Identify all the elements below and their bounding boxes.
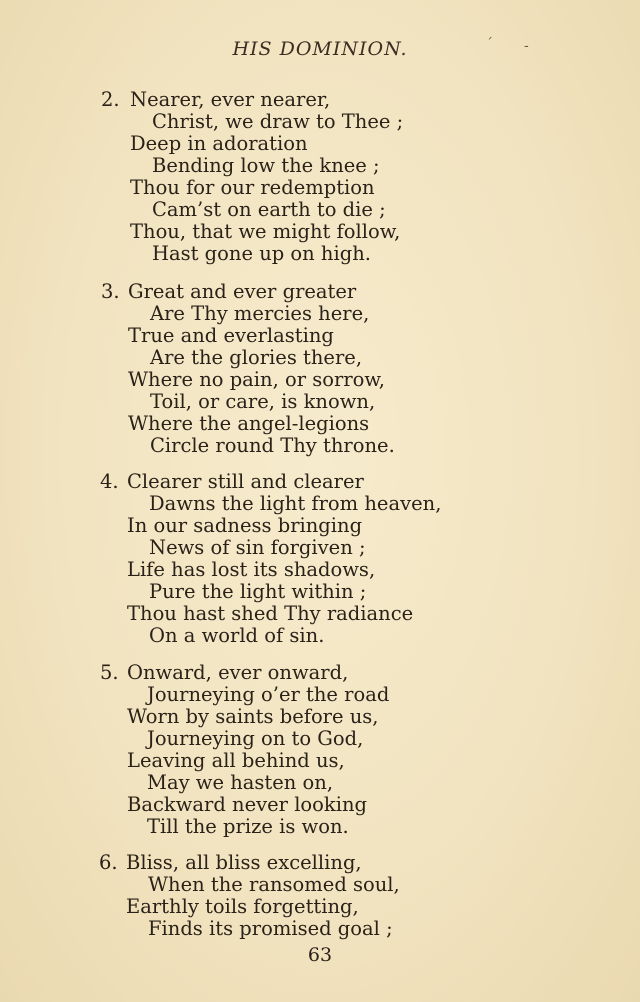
verse-line: True and everlasting [128,324,334,347]
page-speck: - [524,38,529,54]
verse-line: Life has lost its shadows, [127,558,376,581]
verse-line: Pure the light within ; [149,580,367,603]
verse-line: Cam’st on earth to die ; [152,198,386,221]
verse-line: Are Thy mercies here, [150,302,370,325]
verse-line: Nearer, ever nearer, [130,88,331,111]
verse-line: News of sin forgiven ; [149,536,366,559]
page-number: 63 [307,944,333,966]
verse-line: In our sadness bringing [127,514,363,537]
verse-line: On a world of sin. [149,624,325,647]
verse-line: Dawns the light from heaven, [149,492,442,515]
verse-line: Bliss, all bliss excelling, [126,851,362,874]
verse-line: Onward, ever onward, [127,661,349,684]
verse-line: Where no pain, or sorrow, [128,368,385,391]
verse-line: Backward never looking [127,793,367,816]
verse-line: Thou, that we might follow, [130,220,401,243]
verse-line: Great and ever greater [128,280,357,303]
page-speck: ˊ [486,36,493,52]
verse-line: Journeying o’er the road [147,683,390,706]
stanza-number: 4. [100,470,119,493]
verse-line: Deep in adoration [130,132,308,155]
stanza-number: 2. [101,88,120,111]
verse-line: Earthly toils forgetting, [126,895,359,918]
stanza-number: 3. [101,280,120,303]
running-head: HIS DOMINION. [232,38,408,60]
verse-line: Thou for our redemption [130,176,375,199]
verse-line: Bending low the knee ; [152,154,380,177]
verse-line: When the ransomed soul, [148,873,400,896]
verse-line: Thou hast shed Thy radiance [127,602,414,625]
verse-line: Where the angel-legions [128,412,370,435]
verse-line: Hast gone up on high. [152,242,371,265]
verse-line: Toil, or care, is known, [150,390,376,413]
verse-line: Till the prize is won. [147,815,349,838]
verse-line: Journeying on to God, [147,727,364,750]
verse-line: Finds its promised goal ; [148,917,393,940]
stanza-number: 5. [100,661,119,684]
verse-line: Clearer still and clearer [127,470,364,493]
verse-line: Worn by saints before us, [127,705,379,728]
verse-line: Leaving all behind us, [127,749,345,772]
stanza-number: 6. [99,851,118,874]
verse-line: Are the glories there, [150,346,363,369]
verse-line: May we hasten on, [147,771,334,794]
verse-line: Christ, we draw to Thee ; [152,110,404,133]
verse-line: Circle round Thy throne. [150,434,395,457]
